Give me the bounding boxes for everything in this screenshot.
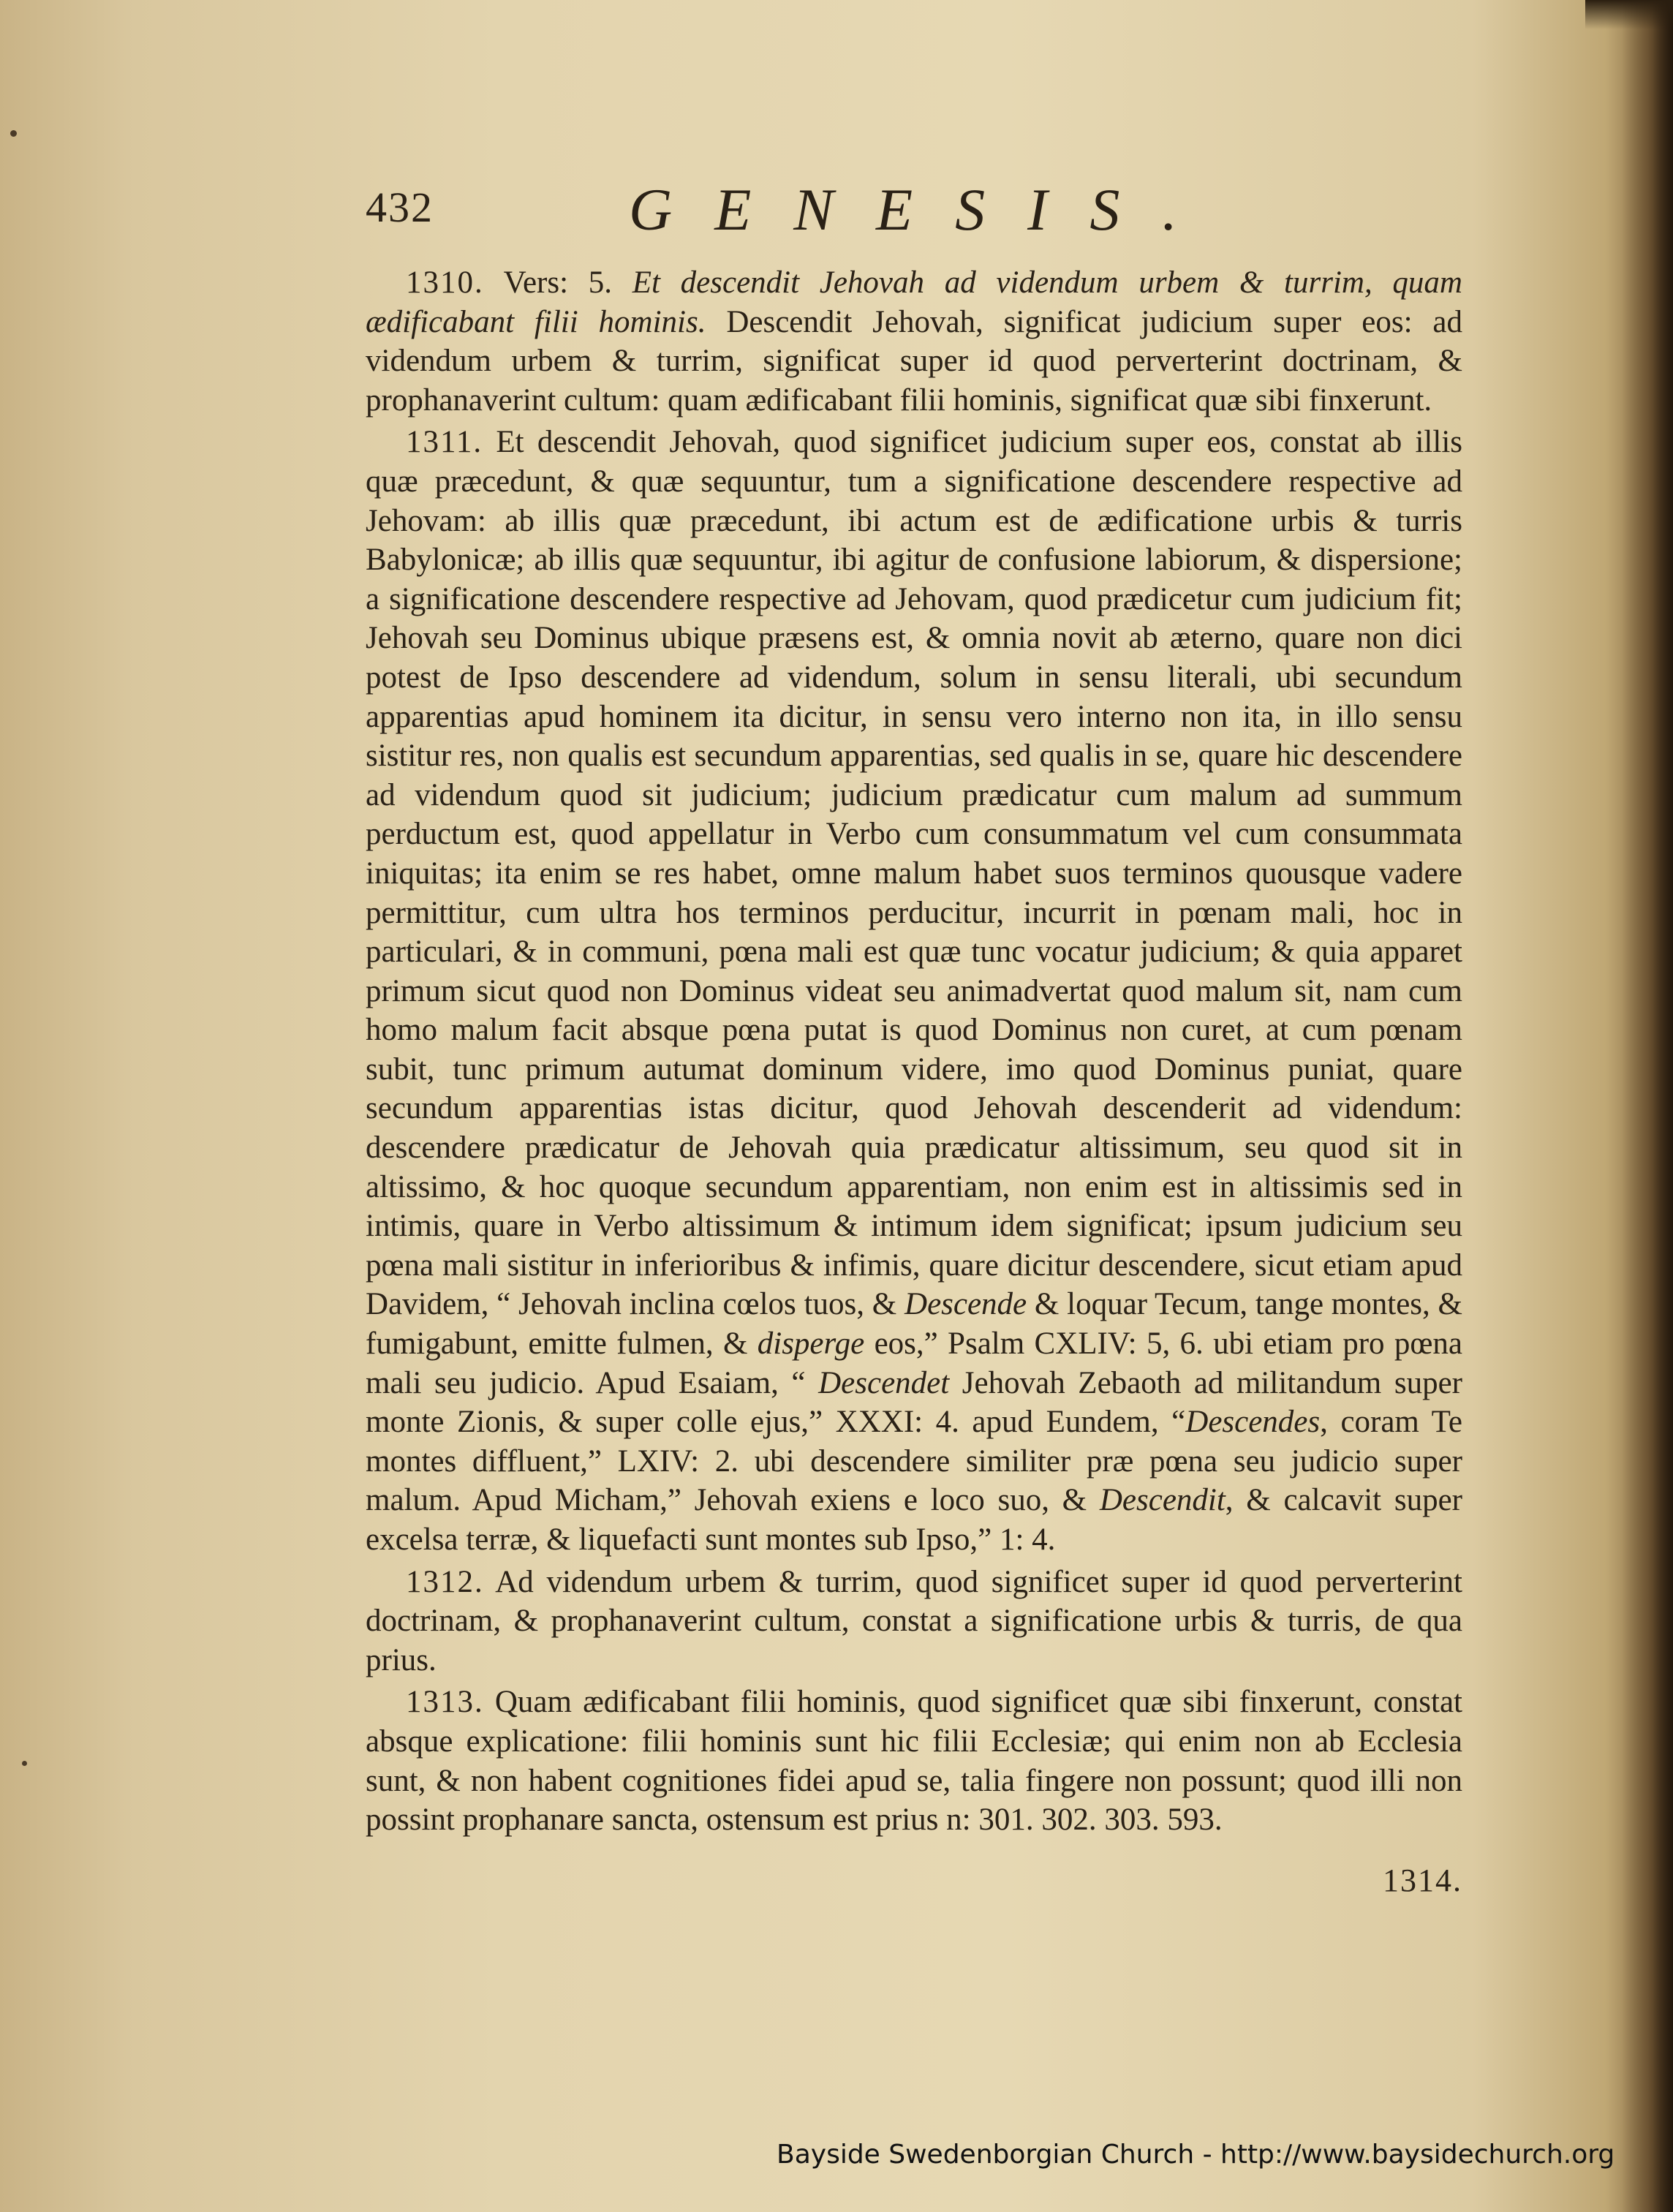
- paragraph-1311: [366, 423, 1462, 1559]
- paragraph-number: 1310.: [406, 265, 484, 300]
- paragraph-number: 1311.: [406, 425, 483, 460]
- paragraph-text: , coram Te montes diffluent,” LXIV: 2. ubi descendere similiter præ pœna seu judicio super malum. Apud Micham,” Jehovah exiens e loco suo, &: [366, 1405, 1462, 1518]
- catchword: 1314.: [1383, 1862, 1462, 1898]
- paragraph-number: 1313.: [406, 1685, 484, 1720]
- italic-word: Descendes: [1185, 1405, 1321, 1440]
- paragraph-text: Ad videndum urbem & turrim, quod significet super id quod perverterint doctrinam, & prophanaverint cultum, constat a significatione urbis & turris, de qua prius.: [366, 1564, 1462, 1677]
- italic-word: Descendet: [818, 1365, 950, 1400]
- paragraph-text: & loquar Tecum, tange montes, & fumigabunt, emitte fulmen, &: [366, 1287, 1462, 1362]
- binding-shadow: [1622, 0, 1673, 2212]
- paragraph-text: Quam ædificabant filii hominis, quod significet quæ sibi finxerunt, constat absque explicatione: filii hominis sunt hic filii Ecclesiæ; qui enim non ab Ecclesia sunt, & non habent cognitiones fidei apud se, talia fingere non possunt; quod illi non possint prophanare sancta, ostensum est prius n: 301. 302. 303. 593.: [366, 1685, 1462, 1838]
- italic-word: Descendit: [1099, 1483, 1226, 1518]
- italic-lemma: Et descendit Jehovah ad videndum urbem & turrim, quam ædificabant filii hominis.: [366, 265, 1462, 339]
- text-block: [366, 175, 1462, 1909]
- ink-speck: [22, 1761, 27, 1766]
- page-corner-shadow: [1585, 0, 1673, 29]
- ink-speck: [10, 130, 17, 137]
- paragraph-text: , & calcavit super excelsa terræ, & liquefacti sunt montes sub Ipso,” 1: 4.: [366, 1483, 1462, 1557]
- running-title: GENESIS.: [629, 176, 1220, 243]
- paragraph-text: Et descendit Jehovah, quod significet judicium super eos, constat ab illis quæ præcedunt, & quæ sequuntur, tum a significatione descendere respective ad Jehovam: ab illis quæ præcedunt, ibi actum est de ædificatione urbis & turris Babylonicæ; ab illis quæ sequuntur, ibi agitur de confusione labiorum, & dispersione; a significatione descendere respective ad Jehovam, quod prædicetur cum judicium fit; Jehovah seu Dominus ubique præsens est, & omnia novit ab æterno, quare non dici potest de Ipso descendere ad videndum, solum in sensu literali, ubi secundum apparentias apud hominem ita dicitur, in sensu vero interno non ita, in illo sensu sistitur res, non qualis est secundum apparentias, sed qualis in se, quare hic descendere ad videndum quod sit judicium; judicium prædicatur cum malum ad summum perductum est, quod appellatur in Verbo cum consummatum vel cum consummata iniquitas; ita enim se res habet, omne malum habet suos terminos quousque vadere permittitur, cum ultra hos terminos perducitur, incurrit in pœnam mali, hoc in particulari, & in communi, pœna mali est quæ tunc vocatur judicium; & quia apparet primum sicut quod non Dominus videat seu animadvertat quod malum sit, nam cum homo malum facit absque pœna putat is quod Dominus non curet, at cum pœnam subit, tunc primum autumat dominum videre, imo quod Dominus puniat, quare secundum apparentias istas dicitur, quod Jehovah descenderit ad videndum: descendere prædicatur de Jehovah quia prædicatur altissimum, seu quod sit in altissimo, & hoc quoque secundum apparentiam, non enim est in altissimis sed in intimis, quare in Verbo altissimum & intimum idem significat; ipsum judicium seu pœna mali sistitur in inferioribus & infimis, quare dicitur descendere, sicut etiam apud Davidem, “ Jehovah inclina cœlos tuos, &: [366, 425, 1462, 1322]
- italic-word: disperge: [757, 1326, 865, 1362]
- paragraph-text: eos,” Psalm CXLIV: 5, 6. ubi etiam pro pœna mali seu judicio. Apud Esaiam, “: [366, 1326, 1462, 1400]
- paragraph-text: Jehovah Zebaoth ad militandum super monte Zionis, & super colle ejus,” XXXI: 4. apud Eundem, “: [366, 1365, 1462, 1440]
- page-header: [366, 175, 1462, 263]
- paragraph-1310: [366, 263, 1462, 420]
- watermark-credit: Bayside Swedenborgian Church - http://www.baysidechurch.org: [777, 2140, 1615, 2170]
- paragraph-text: Vers: 5.: [483, 265, 632, 300]
- paragraph-1312: [366, 1563, 1462, 1680]
- paragraph-number: 1312.: [406, 1564, 484, 1599]
- italic-word: Descende: [905, 1287, 1027, 1322]
- catchword-row: [366, 1843, 1462, 1909]
- paragraph-1313: [366, 1683, 1462, 1839]
- page-number: 432: [366, 184, 434, 231]
- paragraph-text: Descendit Jehovah, significat judicium super eos: ad videndum urbem & turrim, significat super id quod perverterint doctrinam, & prophanaverint cultum: quam ædificabant filii hominis, significat quæ sibi finxerunt.: [366, 304, 1463, 418]
